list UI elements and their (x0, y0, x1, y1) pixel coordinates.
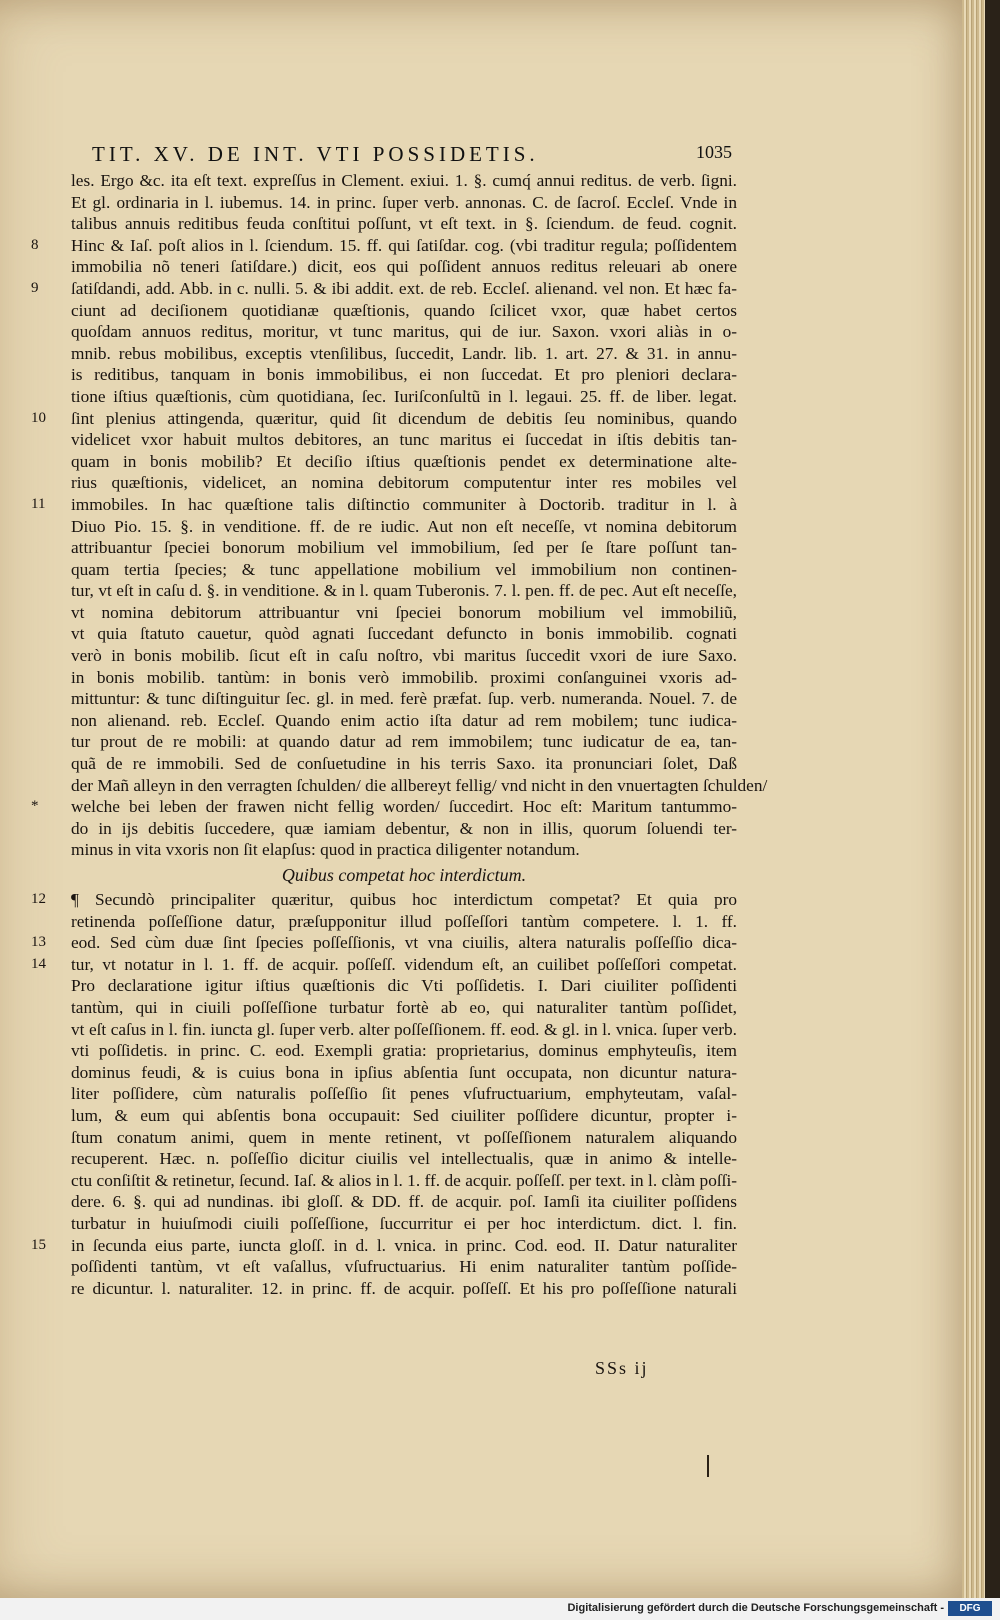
text-line (31, 235, 737, 257)
line-text: tione iſtius quæſtionis, cùm quotidiana, ſec. Iuriſconſultũ in l. legaui. 25. ff. de liber. legat. (71, 386, 737, 406)
line-text: rius quæſtionis, videlicet, an nomina debitorum computentur inter res mobiles vel (71, 473, 737, 493)
text-line (67, 386, 737, 408)
text-line (67, 429, 737, 451)
line-text: immobilia nõ teneri ſatiſdare.) dicit, eos qui poſſident annuos reditus releuari ab onere (71, 257, 737, 277)
text-line (67, 192, 737, 214)
text-line (67, 170, 737, 192)
text-line (67, 1148, 737, 1170)
text-line (67, 753, 737, 775)
signature-mark: SSs ij (595, 1358, 649, 1378)
line-text: non alienand. reb. Eccleſ. Quando enim actio iſta datur ad rem mobilem; tunc iudica- (71, 710, 737, 730)
line-text: quã de re immobili. Sed de conſuetudine in his terris Saxo. ita pronunciari ſolet, Daß (71, 754, 737, 774)
text-line (67, 602, 737, 624)
text-line (67, 1083, 737, 1105)
line-text: tur, vt notatur in l. 1. ff. de acquir. poſſeſſ. videndum eſt, an cuilibet poſſeſſori competat. (71, 954, 737, 974)
text-line (67, 1170, 737, 1192)
line-text: tur prout de re mobili: at quando datur ad rem immobilem; tunc iudicatur de ea, tan- (71, 732, 737, 752)
text-line (31, 494, 737, 516)
text-line (67, 472, 737, 494)
text-line (31, 889, 737, 911)
line-text: mnib. rebus mobilibus, exceptis vtenſilibus, ſuccedit, Landr. lib. 1. art. 27. & 31. in annu- (71, 343, 737, 363)
line-text: vt quia ſtatuto cauetur, quòd agnati ſuccedant defuncto in bonis immobilib. cognati (71, 624, 737, 644)
line-text: do in ijs debitis ſuccedere, quæ iamiam debentur, & non in illis, quorum ſoluendi ter- (71, 818, 737, 838)
text-line (67, 975, 737, 997)
line-text: liter poſſidere, cùm naturalis poſſeſſio ſit penes vſufructuarium, emphyteutam, vaſal- (71, 1084, 737, 1104)
line-text: Pro declaratione igitur iſtius quæſtionis dic Vti poſſidetis. I. Dari ciuiliter poſſidenti (71, 976, 737, 996)
text-line (67, 1127, 737, 1149)
margin-number: 11 (31, 495, 46, 512)
line-text: quam tertia ſpecies; & tunc appellatione mobilium vel immobilium non continen- (71, 559, 737, 579)
text-line (67, 710, 737, 732)
line-text: Et gl. ordinaria in l. iubemus. 14. in princ. ſuper verb. annonas. C. de ſacroſ. Eccleſ. Vnde in (71, 192, 737, 212)
text-line (67, 1105, 737, 1127)
text-line (67, 997, 737, 1019)
page-number: 1035 (696, 142, 732, 162)
text-line (67, 688, 737, 710)
line-text: tur, vt eſt in caſu d. §. in venditione. & in l. quam Tuberonis. 7. l. pen. ff. de pec. Aut eſt neceſſe, (71, 581, 737, 601)
text-line (67, 1213, 737, 1235)
line-text: verò in bonis mobilib. ſicut eſt in caſu noſtro, vbi maritus ſuccedit vxori de iure Saxo. (71, 646, 737, 666)
text-line (67, 1191, 737, 1213)
text-line (67, 213, 737, 235)
line-text: tantùm, qui in ciuili poſſeſſione turbatur fortè ab eo, qui naturaliter tantùm poſſidet, (71, 997, 737, 1017)
line-text: quoſdam annuos reditus, moritur, vt tunc maritus, qui de iur. Saxon. vxori aliàs in o- (71, 322, 737, 342)
line-text: ciunt ad deciſionem quotidianæ quæſtionis, quando ſcilicet vxor, quæ habet certos (71, 300, 737, 320)
text-line (67, 559, 737, 581)
line-text: in bonis mobilib. tantùm: in bonis verò immobilib. proximi conſanguinei vxoris ad- (71, 667, 737, 687)
line-text: ſtum conatum animi, quem in mente retinent, vt poſſeſſionem naturalem aliquando (71, 1127, 737, 1147)
line-text: is reditibus, tanquam in bonis immobilibus, ei non ſuccedat. Et pro pleniori declara- (71, 365, 737, 385)
text-line (67, 451, 737, 473)
line-text: videlicet vxor habuit multos debitores, an tunc maritus ei ſuccedat in iſtis debitis tan- (71, 430, 737, 450)
margin-number: * (31, 798, 39, 815)
text-line (31, 796, 737, 818)
text-line (67, 516, 737, 538)
text-line (67, 645, 737, 667)
line-text: poſſidenti tantùm, vt eſt vaſallus, vſufructuarius. Hi enim naturaliter tantùm poſſide- (71, 1257, 737, 1277)
text-line (67, 1278, 737, 1300)
text-line (31, 408, 737, 430)
dfg-logo: DFG (948, 1601, 992, 1616)
text-line (67, 321, 737, 343)
line-text: eod. Sed cùm duæ ſint ſpecies poſſeſſionis, vt vna ciuilis, altera naturalis poſſeſſio dica- (71, 933, 737, 953)
line-text: immobiles. In hac quæſtione talis diſtinctio communiter à Doctorib. traditur in l. à (71, 494, 737, 514)
text-line (31, 278, 737, 300)
line-text: minus in vita vxoris non ſit elapſus: quod in practica diligenter notandum. (71, 840, 580, 860)
text-line (67, 911, 737, 933)
running-head (92, 142, 732, 167)
line-text: der Mañ alleyn in den verragten ſchulden/ die allbereyt fellig/ vnd nicht in den vnuertagten ſchulden/ (71, 775, 768, 795)
text-line (31, 932, 737, 954)
text-line (67, 775, 768, 797)
margin-number: 12 (31, 891, 46, 907)
line-text: attribuantur ſpeciei bonorum mobilium vel immobilium, ſed per ſe ſtare poſſunt tan- (71, 538, 737, 558)
margin-number: 10 (31, 409, 46, 426)
line-text: mittuntur: & tunc diſtinguitur ſec. gl. in med. ferè præfat. ſup. verb. numeranda. Nouel. 7. de (71, 689, 737, 709)
line-text: Quibus competat hoc interdictum. (281, 865, 527, 885)
text-line (67, 839, 737, 861)
margin-number: 14 (31, 955, 46, 972)
text-line (67, 256, 737, 278)
text-line (67, 1062, 737, 1084)
text-line (31, 1235, 737, 1257)
text-line (67, 818, 737, 840)
text-line (67, 731, 737, 753)
text-line (67, 623, 737, 645)
line-text: vt nomina debitorum attribuantur vni ſpeciei bonorum mobilium vel immobiliũ, (71, 602, 737, 622)
body-text (31, 170, 768, 1299)
line-text: quam in bonis mobilib? Et deciſio iſtius quæſtionis pendet ex determinatione alte- (71, 451, 737, 471)
footer-text: Digitalisierung gefördert durch die Deutsche Forschungsgemeinschaft - (567, 1602, 944, 1614)
line-text: les. Ergo &c. ita eſt text. expreſſus in Clement. exiui. 1. §. cumq́ annui reditus. de verb. ſigni. (71, 171, 737, 190)
text-line (67, 537, 737, 559)
section-heading (67, 861, 737, 889)
text-line (67, 300, 737, 322)
line-text: dere. 6. §. qui ad nundinas. ibi gloſſ. & DD. ff. de acquir. poſ. Iamſi ita ciuiliter poſſidens (71, 1192, 737, 1212)
text-line (67, 1040, 737, 1062)
line-text: vti poſſidetis. in princ. C. eod. Exempli gratia: proprietarius, dominus emphyteuſis, item (71, 1041, 737, 1061)
text-line (67, 1019, 737, 1041)
line-text: welche bei leben der frawen nicht fellig worden/ ſuccedirt. Hoc eſt: Maritum tantummo- (71, 797, 737, 817)
line-text: ¶ Secundò principaliter quæritur, quibus hoc interdictum competat? Et quia pro (71, 890, 737, 909)
line-text: ſint plenius attingenda, quæritur, quid ſit dicendum de debitis ſeu nominibus, quando (71, 408, 737, 428)
line-text: ſatiſdandi, add. Abb. in c. nulli. 5. & ibi addit. ext. de reb. Eccleſ. alienand. vel non. Et hæc fa- (71, 278, 737, 298)
margin-number: 15 (31, 1236, 46, 1253)
line-text: Hinc & Iaſ. poſt alios in l. ſciendum. 15. ff. qui ſatiſdar. cog. (vbi traditur regula; poſſidentem (71, 235, 737, 255)
line-text: dominus feudi, & is cuius bona in ipſius abſentia ſunt occupata, non dicuntur natura- (71, 1062, 737, 1082)
line-text: recuperent. Hæc. n. poſſeſſio dicitur ciuilis vel intellectualis, quæ in animo & intelle- (71, 1149, 737, 1169)
footer-bar (0, 1598, 1000, 1620)
margin-number: 8 (31, 236, 39, 253)
line-text: turbatur in huiuſmodi ciuili poſſeſſione, ſuccurritur ei per hoc interdictum. dict. l. fin. (71, 1213, 737, 1233)
page-edge (962, 0, 985, 1598)
margin-number: 9 (31, 279, 39, 296)
text-line (67, 343, 737, 365)
line-text: retinenda poſſeſſione datur, præſupponitur illud poſſeſſori tantùm competere. l. 1. ff. (71, 911, 737, 931)
text-line (67, 667, 737, 689)
line-text: talibus annuis reditibus feuda conſtitui poſſunt, vt eſt text. in §. ſciendum. de feud. cognit. (71, 214, 737, 234)
text-line (67, 1256, 737, 1278)
line-text: lum, & eum qui abſentis bona occupauit: Sed ciuiliter poſſidere dicuntur, propter i- (71, 1105, 737, 1125)
line-text: vt eſt caſus in l. fin. iuncta gl. ſuper verb. alter poſſeſſionem. ff. eod. & gl. in l. vnica. ſuper verb. (71, 1019, 737, 1039)
text-line (31, 954, 737, 976)
running-head-title: TIT. XV. DE INT. VTI POSSIDETIS. (92, 142, 539, 166)
margin-number: 13 (31, 934, 46, 951)
line-text: Diuo Pio. 15. §. in venditione. ff. de re iudic. Aut non eſt neceſſe, vt nomina debitorum (71, 516, 737, 536)
line-text: re dicuntur. l. naturaliter. 12. in princ. ff. de acquir. poſſeſſ. Et his pro poſſeſſione naturali (71, 1278, 737, 1298)
line-text: in ſecunda eius parte, iuncta gloſſ. in d. l. vnica. in princ. Cod. eod. II. Datur naturaliter (71, 1235, 737, 1255)
text-line (67, 580, 737, 602)
text-line (67, 364, 737, 386)
line-text: ctu conſiſtit & retinetur, ſecund. Iaſ. & alios in l. 1. ff. de acquir. poſſeſſ. per text. in l. clàm poſſi- (71, 1170, 737, 1190)
ink-mark (707, 1455, 709, 1477)
